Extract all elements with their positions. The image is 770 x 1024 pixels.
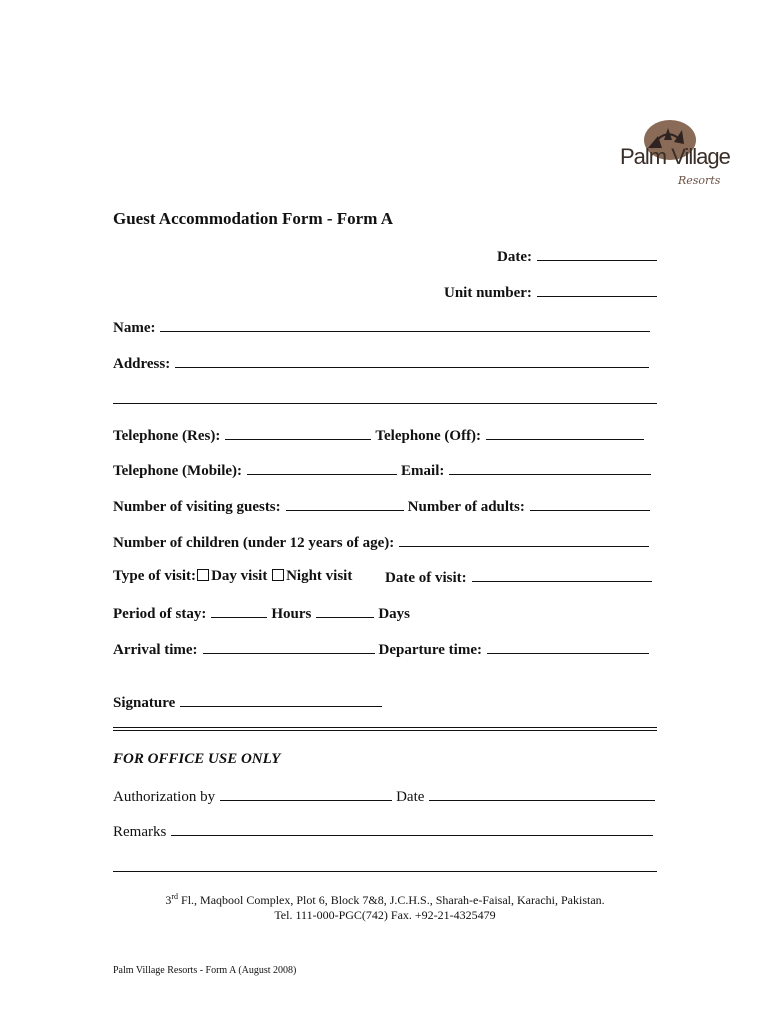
office-use-heading: FOR OFFICE USE ONLY <box>113 751 281 767</box>
unit-number-field[interactable] <box>537 283 657 297</box>
address-label: Address: <box>113 356 171 372</box>
visiting-guests-field[interactable] <box>286 497 404 511</box>
visiting-guests-label: Number of visiting guests: <box>113 499 281 515</box>
children-row <box>113 533 649 552</box>
authorization-field[interactable] <box>220 787 392 801</box>
office-date-field[interactable] <box>429 787 655 801</box>
visit-type-row <box>113 568 352 585</box>
address-row <box>113 354 649 373</box>
remarks-continuation-line[interactable] <box>113 871 657 872</box>
remarks-label: Remarks <box>113 824 167 840</box>
hours-field[interactable] <box>211 604 267 618</box>
signature-row <box>113 693 382 712</box>
unit-number-row <box>444 283 657 302</box>
type-of-visit-label: Type of visit: <box>113 568 197 584</box>
address-field[interactable] <box>175 354 649 368</box>
logo-brand-text: Palm Village <box>620 144 730 169</box>
night-visit-label: Night visit <box>286 568 353 584</box>
separator-line-bottom <box>113 730 657 731</box>
mobile-email-row <box>113 461 651 480</box>
arrival-departure-row <box>113 640 649 659</box>
address-continuation-line[interactable] <box>113 403 657 404</box>
telephone-mobile-field[interactable] <box>247 461 397 475</box>
email-field[interactable] <box>449 461 651 475</box>
unit-number-label: Unit number: <box>444 285 532 301</box>
remarks-row <box>113 822 653 841</box>
day-visit-label: Day visit <box>211 568 268 584</box>
telephone-row <box>113 426 644 445</box>
footer-address-prefix: 3 <box>165 893 172 907</box>
signature-field[interactable] <box>180 693 382 707</box>
footer-contact: Tel. 111-000-PGC(742) Fax. +92-21-4325479 <box>274 908 496 922</box>
office-date-label: Date <box>396 789 425 805</box>
authorization-label: Authorization by <box>113 789 216 805</box>
children-field[interactable] <box>399 533 649 547</box>
date-of-visit-field[interactable] <box>472 568 652 582</box>
date-row <box>497 247 657 266</box>
night-visit-checkbox[interactable] <box>272 569 284 581</box>
date-label: Date: <box>497 249 532 265</box>
date-of-visit-label: Date of visit: <box>385 570 467 586</box>
telephone-mobile-label: Telephone (Mobile): <box>113 463 243 479</box>
period-row <box>113 604 410 623</box>
name-label: Name: <box>113 320 156 336</box>
adults-label: Number of adults: <box>407 499 525 515</box>
footer-address-rest: Fl., Maqbool Complex, Plot 6, Block 7&8, J.C.H.S., Sharah-e-Faisal, Karachi, Pakistan. <box>178 893 605 907</box>
name-row <box>113 318 650 337</box>
adults-field[interactable] <box>530 497 650 511</box>
guests-row <box>113 497 650 516</box>
separator-line-top <box>113 727 657 728</box>
departure-time-label: Departure time: <box>378 642 482 658</box>
departure-time-field[interactable] <box>487 640 649 654</box>
form-title: Guest Accommodation Form - Form A <box>113 209 393 228</box>
footer-address <box>0 892 770 908</box>
email-label: Email: <box>401 463 445 479</box>
logo-sub-text: Resorts <box>678 174 721 187</box>
remarks-field[interactable] <box>171 822 653 836</box>
arrival-time-field[interactable] <box>203 640 375 654</box>
telephone-off-field[interactable] <box>486 426 644 440</box>
days-label: Days <box>378 606 410 622</box>
hours-label: Hours <box>271 606 312 622</box>
arrival-time-label: Arrival time: <box>113 642 198 658</box>
days-field[interactable] <box>316 604 374 618</box>
children-label: Number of children (under 12 years of age): <box>113 535 395 551</box>
date-field[interactable] <box>537 247 657 261</box>
signature-label: Signature <box>113 695 176 711</box>
date-of-visit-row <box>385 568 652 587</box>
period-of-stay-label: Period of stay: <box>113 606 207 622</box>
footer-address-sup: rd <box>171 892 179 901</box>
telephone-res-label: Telephone (Res): <box>113 428 221 444</box>
telephone-off-label: Telephone (Off): <box>375 428 482 444</box>
authorization-row <box>113 787 655 806</box>
telephone-res-field[interactable] <box>225 426 371 440</box>
name-field[interactable] <box>160 318 650 332</box>
document-footnote: Palm Village Resorts - Form A (August 2008) <box>113 965 297 976</box>
day-visit-checkbox[interactable] <box>197 569 209 581</box>
